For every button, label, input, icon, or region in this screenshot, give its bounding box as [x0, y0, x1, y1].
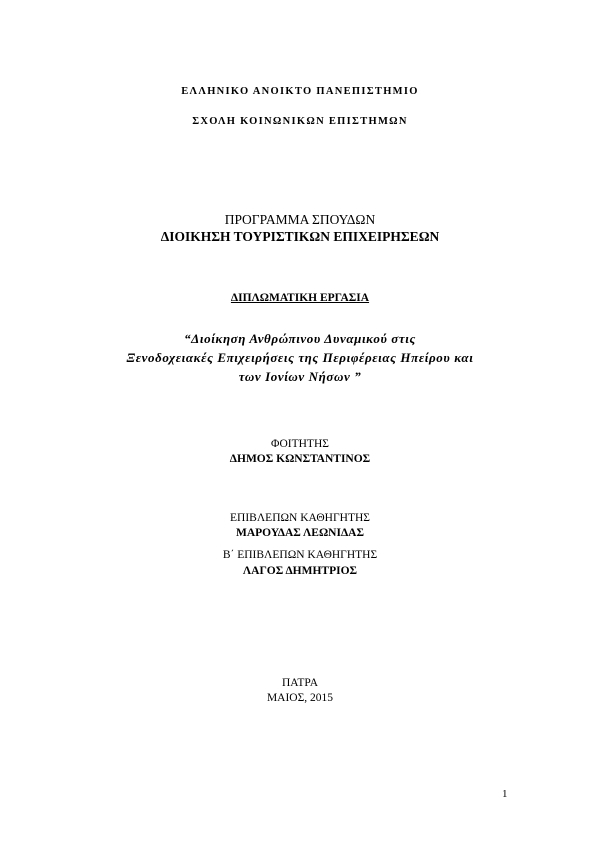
program-name: ΔΙΟΙΚΗΣΗ ΤΟΥΡΙΣΤΙΚΩΝ ΕΠΙΧΕΙΡΗΣΕΩΝ [160, 229, 440, 244]
thesis-title-line-3: των Ιονίων Νήσων ” [238, 369, 362, 384]
university-name: ΕΛΛΗΝΙΚΟ ΑΝΟΙΚΤΟ ΠΑΝΕΠΙΣΤΗΜΙΟ [181, 86, 419, 97]
city: ΠΑΤΡΑ [281, 677, 319, 689]
thesis-title-line-1: “Διοίκηση Ανθρώπινου Δυναμικού στις [184, 331, 416, 346]
second-supervisor-name: ΛΑΓΟΣ ΔΗΜΗΤΡΙΟΣ [242, 565, 358, 577]
supervisor-name: ΜΑΡΟΥΔΑΣ ΛΕΩΝΙΔΑΣ [235, 527, 364, 539]
school-name: ΣΧΟΛΗ ΚΟΙΝΩΝΙΚΩΝ ΕΠΙΣΤΗΜΩΝ [192, 116, 408, 127]
supervisor-label: ΕΠΙΒΛΕΠΩΝ ΚΑΘΗΓΗΤΗΣ [230, 512, 370, 524]
page-number: 1 [502, 788, 508, 800]
thesis-type: ΔΙΠΛΩΜΑΤΙΚΗ ΕΡΓΑΣΙΑ [230, 292, 370, 304]
student-label: ΦΟΙΤΗΤΗΣ [271, 438, 329, 450]
second-supervisor-label: Β΄ ΕΠΙΒΛΕΠΩΝ ΚΑΘΗΓΗΤΗΣ [222, 549, 378, 561]
thesis-title-line-2: Ξενοδοχειακές Επιχειρήσεις της Περιφέρειας Ηπείρου και [126, 350, 474, 365]
student-name: ΔΗΜΟΣ ΚΩΝΣΤΑΝΤΙΝΟΣ [229, 453, 371, 465]
program-label: ΠΡΟΓΡΑΜΜΑ ΣΠΟΥΔΩΝ [224, 212, 376, 227]
date: ΜΑΙΟΣ, 2015 [266, 692, 334, 704]
